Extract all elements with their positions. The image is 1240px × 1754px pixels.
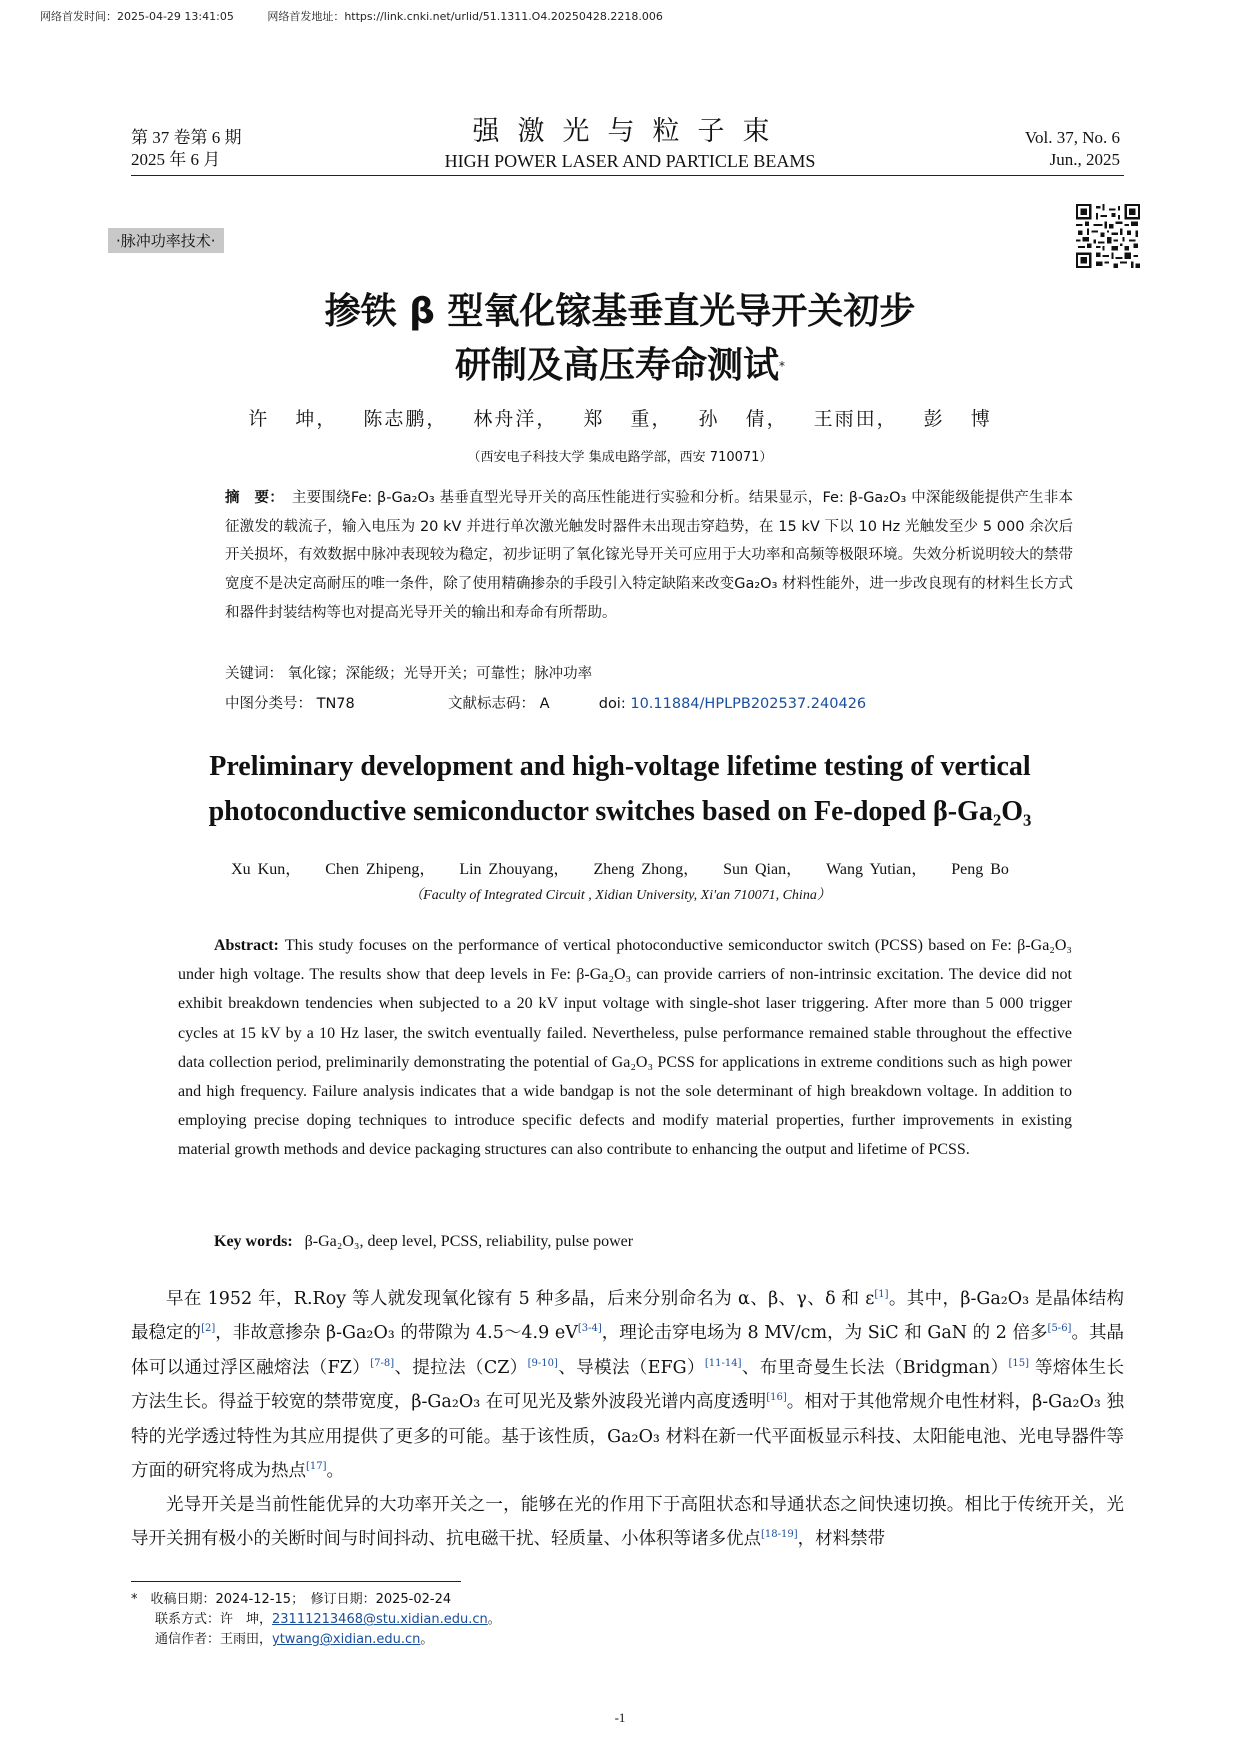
online-publication-header <box>40 8 693 24</box>
citation-link[interactable]: [15] <box>1008 1357 1030 1369</box>
abstract-en-label: Abstract: <box>214 937 279 954</box>
online-url[interactable]: 网络首发地址：https://link.cnki.net/urlid/51.1311.O4.20250428.2218.006 <box>267 10 663 23</box>
abstract-cn-text: 主要围绕Fe: β-Ga₂O₃ 基垂直型光导开关的高压性能进行实验和分析。结果显示，Fe: β-Ga₂O₃ 中深能级能提供产生非本征激发的载流子，输入电压为 20 kV 并进行单次激光触发时器件未出现击穿趋势，在 15 kV 下以 10 Hz 光触发至少 5 000 余次后开关损坏，有效数据中脉冲表现较为稳定，初步证明了氧化镓光导开关可应用于大功率和高频等极限环境。失效分析说明较大的禁带宽度不是决定高耐压的唯一条件，除了使用精确掺杂的手段引入特定缺陷来改变Ga₂O₃ 材料性能外，进一步改良现有的材料生长方式和器件封装结构等也对提高光导开关的输出和寿命有所帮助。 <box>225 490 1073 621</box>
contact-email-link[interactable]: 23111213468@stu.xidian.edu.cn <box>272 1612 488 1627</box>
footnote-rule <box>131 1581 461 1582</box>
corresponding-email-link[interactable]: ytwang@xidian.edu.cn <box>272 1632 421 1647</box>
journal-name-en: HIGH POWER LASER AND PARTICLE BEAMS <box>444 151 816 171</box>
affiliation-cn: （西安电子科技大学 集成电路学部，西安 710071） <box>467 450 773 465</box>
qr-code-icon[interactable] <box>1076 204 1140 268</box>
author-en: Wang Yutian， <box>826 861 928 878</box>
author-en: Peng Bo <box>951 861 1009 878</box>
author-en: Xu Kun， <box>231 861 302 878</box>
classification-row <box>225 692 866 713</box>
journal-volume-en: Vol. 37, No. 6 Jun., 2025 <box>1024 128 1120 169</box>
authors-cn: 许 坤， 陈志鹏， 林舟洋， 郑 重， 孙 倩， 王雨田， 彭 博 <box>248 408 992 430</box>
keywords-cn: 关键词： 氧化镓；深能级；光导开关；可靠性；脉冲功率 <box>225 666 593 682</box>
keywords-en-text: β-Ga₂O₃, deep level, PCSS, reliability, pulse power <box>304 1233 634 1250</box>
keywords-en-label: Key words: <box>214 1233 293 1250</box>
author-en: Lin Zhouyang， <box>459 861 570 878</box>
keywords-en <box>214 1233 633 1251</box>
citation-link[interactable]: [7-8] <box>370 1357 395 1369</box>
document-code: 文献标志码： A <box>447 696 550 712</box>
footnote-mark: * <box>131 1592 138 1607</box>
author-en: Sun Qian， <box>723 861 803 878</box>
body-paragraph: 早在 1952 年，R.Roy 等人就发现氧化镓有 5 种多晶，后来分别命名为 α、β、γ、δ 和 ε[1]。其中，β-Ga₂O₃ 是晶体结构最稳定的[2]，非故意掺杂 β-Ga₂O₃ 的带隙为 4.5～4.9 eV[3-4]，理论击穿电场为 8 MV/cm，为 SiC 和 GaN 的 2 倍多[5-6]。其晶体可以通过浮区融熔法（FZ）[7-8]、提拉法（CZ）[9-10]、导模法（EFG）[11-14]、布里奇曼生长法（Bridgman）[15] 等熔体生长方法生长。得益于较宽的禁带宽度，β-Ga₂O₃ 在可见光及紫外波段光谱内高度透明[16]。相对于其他常规介电性材料，β-Ga₂O₃ 独特的光学透过特性为其应用提供了更多的可能。基于该性质，Ga₂O₃ 材料在新一代平面板显示科技、太阳能电池、光电导器件等方面的研究将成为热点[17]。 <box>131 1289 1125 1482</box>
authors-en <box>130 856 1110 879</box>
section-tag: ·脉冲功率技术· <box>108 228 224 253</box>
citation-link[interactable]: [16] <box>766 1392 787 1404</box>
page-number: -1 <box>614 1710 626 1725</box>
doi-label: doi: <box>598 696 626 712</box>
abstract-en <box>178 931 1072 1165</box>
abstract-cn <box>225 484 1073 628</box>
citation-link[interactable]: [1] <box>874 1289 889 1301</box>
journal-name <box>330 116 930 172</box>
title-footnote-mark[interactable]: * <box>779 359 785 373</box>
citation-link[interactable]: [5-6] <box>1047 1323 1072 1335</box>
abstract-cn-label: 摘 要： <box>225 490 284 506</box>
body-paragraph: 光导开关是当前性能优异的大功率开关之一，能够在光的作用下于高阻状态和导通状态之间快速切换。相比于传统开关，光导开关拥有极小的关断时间与时间抖动、抗电磁干扰、轻质量、小体积等诸多优点[18-19]，材料禁带 <box>131 1495 1124 1550</box>
citation-link[interactable]: [18-19] <box>761 1529 798 1541</box>
abstract-en-text: This study focuses on the performance of vertical photoconductive semiconductor switch (PCSS) based on Fe: β-Ga₂O₃ under high voltage. The results show that deep levels in Fe: β-Ga₂O₃ can provide carriers of non-intrinsic excitation. The device did not exhibit breakdown tendencies when subjected to a 20 kV input voltage with single-shot laser triggering. After more than 5 000 trigger cycles at 15 kV by a 10 Hz laser, the switch eventually failed. Nevertheless, pulse performance remained stable throughout the effective data collection period, preliminarily demonstrating the potential of Ga₂O₃ PCSS for applications in extreme conditions such as high power and high frequency. Failure analysis indicates that a wide bandgap is not the sole determinant of high breakdown voltage. In addition to employing precise doping techniques to introduce specific defects and modify material properties, further improvements in existing material growth methods and device packaging structures can also contribute to enhancing the output and lifetime of PCSS. <box>178 937 1072 1159</box>
journal-name-cn: 强激光与粒子束 <box>472 116 788 147</box>
author-en: Chen Zhipeng， <box>325 861 436 878</box>
citation-link[interactable]: [17] <box>306 1461 327 1473</box>
doi-link[interactable]: 10.11884/HPLPB202537.240426 <box>630 696 867 712</box>
title-cn: 掺铁 β 型氧化镓基垂直光导开关初步 研制及高压寿命测试* <box>324 291 916 386</box>
citation-link[interactable]: [3-4] <box>577 1323 602 1335</box>
received-date: 收稿日期：2024-12-15； 修订日期：2025-02-24 <box>150 1592 452 1607</box>
citation-link[interactable]: [9-10] <box>527 1357 558 1369</box>
journal-volume-cn: 第 37 卷第 6 期 2025 年 6 月 <box>131 128 242 169</box>
title-en: Preliminary development and high-voltage lifetime testing of vertical photoconductive semiconductor switches based on Fe-doped β-Ga₂O₃ <box>208 751 1032 827</box>
affiliation-en: （Faculty of Integrated Circuit , Xidian University, Xi'an 710071, China） <box>409 888 831 903</box>
online-time: 网络首发时间：2025-04-29 13:41:05 <box>40 10 234 23</box>
header-rule <box>131 175 1124 176</box>
footnotes: * 收稿日期：2024-12-15； 修订日期：2025-02-24 联系方式：许 坤，23111213468@stu.xidian.edu.cn。 通信作者：王雨田，ytwang@xidian.edu.cn。 <box>131 1592 501 1647</box>
author-en: Zheng Zhong， <box>593 861 700 878</box>
citation-link[interactable]: [11-14] <box>704 1357 742 1369</box>
citation-link[interactable]: [2] <box>201 1323 216 1335</box>
classification-code: 中图分类号： TN78 <box>225 696 355 712</box>
